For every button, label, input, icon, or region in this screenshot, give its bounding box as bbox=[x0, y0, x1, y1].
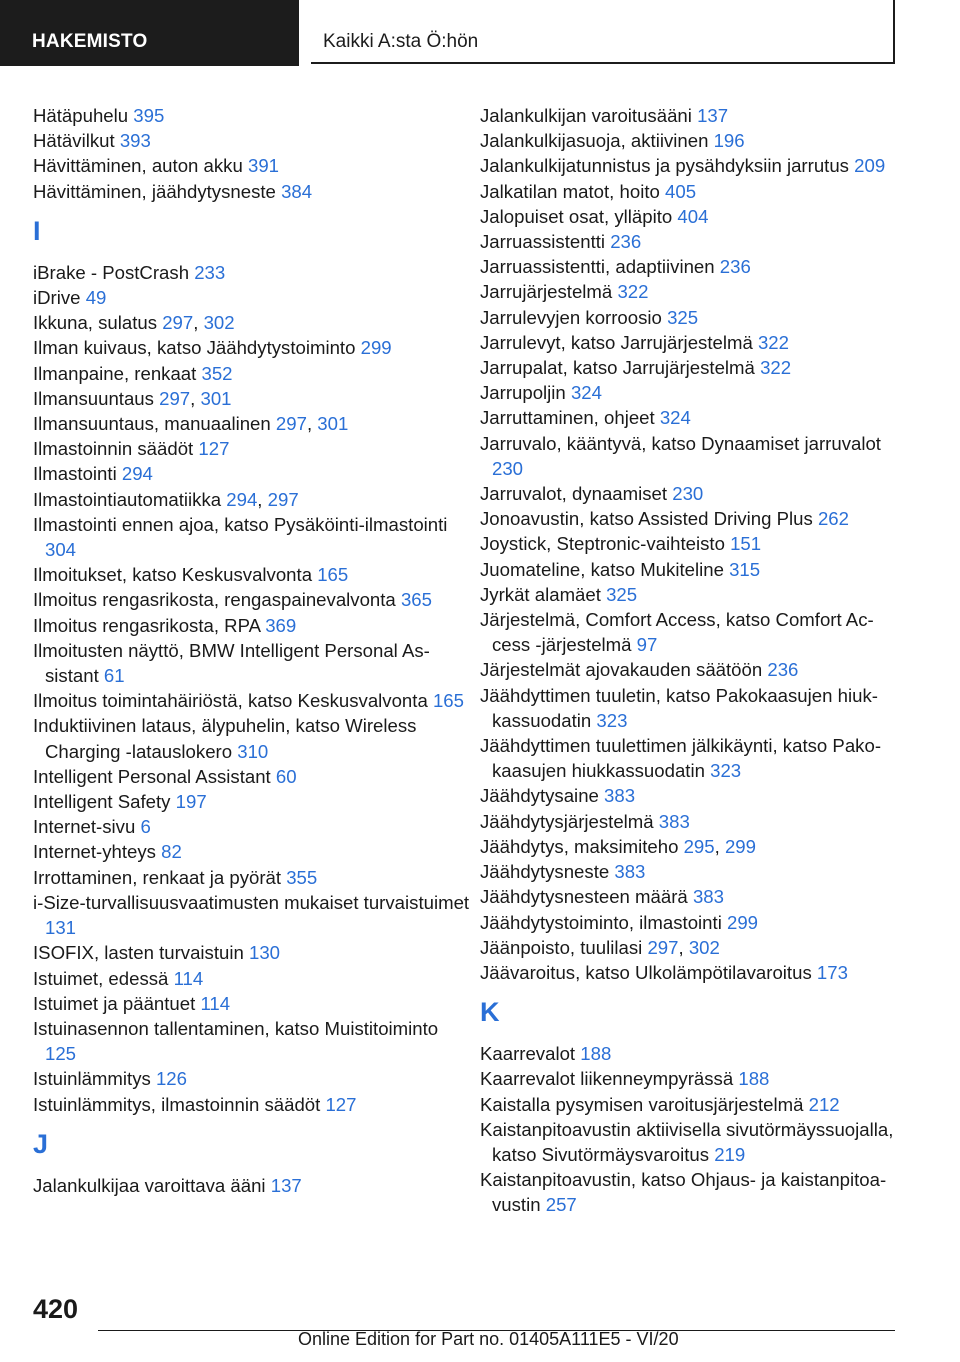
index-entry bbox=[480, 1117, 900, 1167]
index-entry bbox=[480, 1066, 900, 1091]
page-reference-link[interactable]: 302 bbox=[203, 312, 235, 334]
page-header bbox=[0, 0, 960, 66]
page-reference-link[interactable]: 294 bbox=[226, 488, 258, 510]
index-entry bbox=[480, 733, 900, 783]
index-entry-text: Ilmastointi ennen ajoa, katso Pysäköinti-ilmastointi bbox=[33, 513, 448, 535]
page-reference-link[interactable]: 383 bbox=[614, 861, 646, 883]
page-reference-link[interactable]: 188 bbox=[580, 1043, 612, 1065]
index-entry bbox=[480, 229, 900, 254]
page-reference-link[interactable]: 82 bbox=[161, 841, 182, 863]
index-entry-text: Istuinasennon tallentaminen, katso Muistitoiminto bbox=[33, 1017, 439, 1039]
index-entry bbox=[33, 361, 473, 386]
index-entry bbox=[480, 657, 900, 682]
page-reference-link[interactable]: 230 bbox=[492, 457, 524, 479]
page-reference-link[interactable]: 299 bbox=[360, 337, 392, 359]
page-reference-link[interactable]: 173 bbox=[816, 961, 848, 983]
page-reference-link[interactable]: 297 bbox=[267, 488, 299, 510]
page-reference-link[interactable]: 325 bbox=[606, 583, 638, 605]
index-entry: Ilmansuuntaus 297, 301 bbox=[33, 387, 232, 409]
index-entry bbox=[480, 582, 900, 607]
index-entry bbox=[480, 783, 900, 808]
index-entry-text: Ilmansuuntaus, manuaalinen bbox=[33, 413, 271, 435]
index-entry bbox=[33, 839, 473, 864]
index-entry bbox=[33, 865, 473, 890]
index-entry bbox=[480, 607, 900, 657]
index-entry-text: Jarrupoljin bbox=[480, 382, 566, 404]
index-entry bbox=[480, 305, 900, 330]
index-entry-text: Intelligent Personal Assistant bbox=[33, 765, 271, 787]
page-reference-link[interactable]: 384 bbox=[281, 180, 313, 202]
page-reference-link[interactable]: 369 bbox=[265, 614, 297, 636]
index-entry-text: Kaarrevalot liikenneympyrässä bbox=[480, 1068, 734, 1090]
page-reference-link[interactable]: 352 bbox=[201, 362, 233, 384]
page-reference-link[interactable]: 233 bbox=[194, 261, 226, 283]
page-reference-link[interactable]: 262 bbox=[817, 508, 849, 530]
index-entry-text: Jalkatilan matot, hoito bbox=[480, 180, 660, 202]
index-entry bbox=[33, 562, 473, 587]
index-entry-text: Hävittäminen, jäähdytysneste bbox=[33, 180, 276, 202]
index-entry-text: Ilmoitusten näyttö, BMW Intelligent Personal Assistant bbox=[33, 639, 430, 687]
index-entry-text: Hätävilkut bbox=[33, 130, 115, 152]
page-reference-link[interactable]: 322 bbox=[760, 357, 792, 379]
index-entry bbox=[33, 179, 473, 204]
index-entry-text: Ikkuna, sulatus bbox=[33, 312, 158, 334]
index-entry bbox=[33, 461, 473, 486]
page-reference-link[interactable]: 114 bbox=[200, 992, 231, 1014]
page-reference-link[interactable]: 137 bbox=[697, 105, 729, 126]
index-entry bbox=[480, 910, 900, 935]
index-entry bbox=[33, 285, 473, 310]
page-number: 420 bbox=[33, 1294, 79, 1324]
index-entry bbox=[33, 335, 473, 360]
index-entry-text: Jalankulkijasuoja, aktiivinen bbox=[480, 130, 709, 152]
page-reference-link[interactable]: 383 bbox=[604, 785, 636, 807]
index-entry bbox=[33, 613, 473, 638]
page-reference-link[interactable]: 127 bbox=[198, 438, 230, 460]
page-reference-link[interactable]: 212 bbox=[808, 1093, 840, 1115]
section-subtitle: Kaikki A:sta Ö:hön bbox=[311, 0, 895, 64]
index-entry bbox=[480, 254, 900, 279]
index-entry-text: Kaistanpitoavustin aktiivisella sivutörmäyssuojalla, katso Sivutörmäysvaroitus bbox=[480, 1118, 894, 1165]
index-entry bbox=[480, 103, 900, 128]
index-entry-text: Jäähdytysneste bbox=[480, 861, 610, 883]
page-reference-link[interactable]: 165 bbox=[317, 564, 349, 586]
page-reference-link[interactable]: 197 bbox=[175, 791, 207, 813]
index-entry-text: ISOFIX, lasten turvaistuin bbox=[33, 942, 244, 964]
index-entry bbox=[480, 1092, 900, 1117]
page-reference-link[interactable]: 301 bbox=[200, 387, 232, 409]
index-entry-text: Ilmansuuntaus bbox=[33, 387, 154, 409]
page-reference-link[interactable]: 294 bbox=[121, 463, 153, 485]
index-entry-text: Istuimet, edessä bbox=[33, 967, 169, 989]
index-entry bbox=[480, 809, 900, 834]
section-title: HAKEMISTO bbox=[0, 0, 299, 66]
index-entry bbox=[33, 713, 473, 763]
index-column-right bbox=[480, 103, 900, 1218]
index-entry bbox=[480, 531, 900, 556]
page-reference-link[interactable]: 131 bbox=[45, 917, 77, 939]
index-entry bbox=[480, 204, 900, 229]
page-reference-link[interactable]: 297 bbox=[159, 387, 191, 409]
index-entry-text: Kaarrevalot bbox=[480, 1043, 576, 1065]
index-entry-text: Hävittäminen, auton akku bbox=[33, 155, 243, 177]
page-reference-link[interactable]: 405 bbox=[665, 180, 697, 202]
page-reference-link[interactable]: 297 bbox=[275, 413, 307, 435]
index-entry bbox=[33, 966, 473, 991]
page-reference-link[interactable]: 395 bbox=[133, 105, 165, 126]
index-letter-heading: I bbox=[33, 215, 41, 246]
index-entry bbox=[480, 1167, 900, 1217]
page-reference-link[interactable]: 299 bbox=[724, 835, 756, 857]
index-entry bbox=[33, 436, 473, 461]
index-entry bbox=[480, 481, 900, 506]
edition-note: Online Edition for Part no. 01405A111E5 - VI/20 bbox=[298, 1329, 679, 1349]
page-reference-link[interactable]: 325 bbox=[667, 306, 699, 328]
index-entry bbox=[480, 153, 900, 178]
page-reference-link[interactable]: 236 bbox=[719, 256, 751, 278]
index-entry-text: Hätäpuhelu bbox=[33, 105, 129, 126]
index-entry-text: Ilmastoinnin säädöt bbox=[33, 438, 194, 460]
index-entry: Jäänpoisto, tuulilasi 297, 302 bbox=[480, 936, 720, 958]
page-reference-link[interactable]: 295 bbox=[683, 835, 715, 857]
page-reference-link[interactable]: 323 bbox=[596, 709, 628, 731]
page-reference-link[interactable]: 6 bbox=[140, 816, 151, 838]
index-entry-text: Jäähdyttimen tuuletin, katso Pakokaasujen hiukkassuodatin bbox=[480, 684, 878, 731]
index-entry bbox=[33, 103, 473, 128]
index-entry-text: Jäähdytys, maksimiteho bbox=[480, 835, 679, 857]
index-entry-text: Ilmoitus toimintahäiriöstä, katso Keskusvalvonta bbox=[33, 690, 428, 712]
index-entry bbox=[480, 431, 900, 481]
page-reference-link[interactable]: 322 bbox=[617, 281, 649, 303]
index-entry bbox=[33, 764, 473, 789]
page-reference-link[interactable]: 257 bbox=[545, 1194, 577, 1216]
index-entry bbox=[33, 1092, 473, 1117]
index-entry-text: Jalankulkijan varoitusääni bbox=[480, 105, 692, 126]
page-reference-link[interactable]: 315 bbox=[729, 558, 761, 580]
page-reference-link[interactable]: 196 bbox=[713, 130, 745, 152]
page-reference-link[interactable]: 365 bbox=[400, 589, 432, 611]
index-entry bbox=[480, 330, 900, 355]
index-entry-text: Jarrujärjestelmä bbox=[480, 281, 613, 303]
index-entry-text: Jalankulkijaa varoittava ääni bbox=[33, 1174, 266, 1196]
index-entry-text: Jäänpoisto, tuulilasi bbox=[480, 936, 643, 958]
index-entry bbox=[33, 260, 473, 285]
index-entry bbox=[480, 380, 900, 405]
page-reference-link[interactable]: 393 bbox=[119, 130, 151, 152]
index-entry bbox=[480, 506, 900, 531]
index-entry-text: Kaistalla pysymisen varoitusjärjestelmä bbox=[480, 1093, 804, 1115]
index-entry-text: Juomateline, katso Mukiteline bbox=[480, 558, 724, 580]
page-reference-link[interactable]: 355 bbox=[286, 866, 318, 888]
index-entry-text: Ilmastointi bbox=[33, 463, 117, 485]
index-entry bbox=[33, 1066, 473, 1091]
index-entry bbox=[33, 512, 473, 562]
index-entry-text: Jarrulevyjen korroosio bbox=[480, 306, 662, 328]
index-entry-text: Istuinlämmitys, ilmastoinnin säädöt bbox=[33, 1093, 321, 1115]
index-entry-text: Ilmastointiautomatiikka bbox=[33, 488, 222, 510]
index-column-left bbox=[33, 103, 473, 1198]
index-entry-text: Ilmoitus rengasrikosta, rengaspainevalvonta bbox=[33, 589, 396, 611]
index-entry bbox=[33, 890, 473, 940]
index-entry bbox=[480, 128, 900, 153]
page-reference-link[interactable]: 301 bbox=[317, 413, 349, 435]
index-entry-text: Jarruttaminen, ohjeet bbox=[480, 407, 655, 429]
page-reference-link[interactable]: 322 bbox=[757, 331, 789, 353]
page-reference-link[interactable]: 151 bbox=[730, 533, 762, 555]
page-reference-link[interactable]: 304 bbox=[45, 539, 77, 561]
index-entry bbox=[33, 814, 473, 839]
index-entry bbox=[480, 557, 900, 582]
index-entry: Ilmansuuntaus, manuaalinen 297, 301 bbox=[33, 413, 349, 435]
index-entry-text: Jyrkät alamäet bbox=[480, 583, 601, 605]
page-reference-link[interactable]: 125 bbox=[45, 1043, 77, 1065]
page-reference-link[interactable]: 49 bbox=[85, 287, 107, 309]
page-reference-link[interactable]: 137 bbox=[270, 1174, 302, 1196]
index-entry-text: Jäävaroitus, katso Ulkolämpötilavaroitus bbox=[480, 961, 812, 983]
index-entry bbox=[33, 789, 473, 814]
page-reference-link[interactable]: 127 bbox=[325, 1093, 357, 1115]
index-entry: Jäähdytys, maksimiteho 295, 299 bbox=[480, 835, 756, 857]
index-entry-text: Jarruvalot, dynaamiset bbox=[480, 483, 668, 505]
index-entry-text: Joystick, Steptronic-vaihteisto bbox=[480, 533, 725, 555]
index-entry: Ilmastointiautomatiikka 294, 297 bbox=[33, 488, 299, 510]
index-entry-text: Jäähdytysjärjestelmä bbox=[480, 810, 654, 832]
index-entry-text: Jarruvalo, kääntyvä, katso Dynaamiset jarruvalot bbox=[480, 432, 881, 454]
page-reference-link[interactable]: 297 bbox=[162, 312, 194, 334]
page-reference-link[interactable]: 383 bbox=[658, 810, 690, 832]
index-entry-text: Järjestelmä, Comfort Access, katso Comfort Access -järjestelmä bbox=[480, 609, 874, 656]
index-entry bbox=[480, 355, 900, 380]
index-entry bbox=[33, 1016, 473, 1066]
page-reference-link[interactable]: 323 bbox=[710, 760, 742, 782]
index-entry bbox=[33, 940, 473, 965]
index-letter-heading: J bbox=[33, 1128, 49, 1159]
index-entry-text: Jäähdytysaine bbox=[480, 785, 599, 807]
index-entry bbox=[33, 587, 473, 612]
index-entry-text: Internet-sivu bbox=[33, 816, 136, 838]
index-entry-text: Jäähdytysnesteen määrä bbox=[480, 886, 688, 908]
index-entry-text: Järjestelmät ajovakauden säätöön bbox=[480, 659, 763, 681]
index-entry-text: Istuimet ja pääntuet bbox=[33, 992, 196, 1014]
page-reference-link[interactable]: 60 bbox=[275, 765, 297, 787]
page-reference-link[interactable]: 383 bbox=[692, 886, 724, 908]
index-entry bbox=[480, 279, 900, 304]
page-reference-link[interactable]: 324 bbox=[570, 382, 602, 404]
index-entry bbox=[480, 884, 900, 909]
page-reference-link[interactable]: 302 bbox=[688, 936, 720, 958]
index-entry-text: Istuinlämmitys bbox=[33, 1068, 151, 1090]
page-reference-link[interactable]: 236 bbox=[767, 659, 799, 681]
page-reference-link[interactable]: 219 bbox=[714, 1143, 746, 1165]
page-reference-link[interactable]: 126 bbox=[155, 1068, 187, 1090]
index-entry-text: Jarrulevyt, katso Jarrujärjestelmä bbox=[480, 331, 753, 353]
index-entry bbox=[33, 128, 473, 153]
index-entry-text: Internet-yhteys bbox=[33, 841, 156, 863]
index-entry-text: Jarruassistentti bbox=[480, 231, 606, 253]
page-reference-link[interactable]: 61 bbox=[103, 665, 125, 687]
index-entry bbox=[480, 683, 900, 733]
index-entry-text: i-Size-turvallisuusvaatimusten mukaiset turvaistuimet bbox=[33, 891, 470, 913]
page-reference-link[interactable]: 324 bbox=[659, 407, 691, 429]
index-entry bbox=[33, 1173, 473, 1198]
index-entry-text: Induktiivinen lataus, älypuhelin, katso Wireless Charging -latauslokero bbox=[33, 715, 417, 762]
index-entry-text: Intelligent Safety bbox=[33, 791, 171, 813]
index-entry bbox=[480, 1041, 900, 1066]
index-entry bbox=[480, 405, 900, 430]
index-entry-text: Ilmoitus rengasrikosta, RPA bbox=[33, 614, 261, 636]
index-entry: Ikkuna, sulatus 297, 302 bbox=[33, 312, 235, 334]
index-entry bbox=[480, 960, 900, 985]
index-entry-text: Ilmoitukset, katso Keskusvalvonta bbox=[33, 564, 313, 586]
page-reference-link[interactable]: 209 bbox=[854, 155, 886, 177]
index-entry bbox=[480, 179, 900, 204]
index-entry bbox=[33, 688, 473, 713]
index-entry-text: Jarruassistentti, adaptiivinen bbox=[480, 256, 715, 278]
page-reference-link[interactable]: 230 bbox=[672, 483, 704, 505]
index-entry-text: Jarrupalat, katso Jarrujärjestelmä bbox=[480, 357, 755, 379]
page-reference-link[interactable]: 188 bbox=[738, 1068, 770, 1090]
page-reference-link[interactable]: 404 bbox=[677, 205, 709, 227]
index-letter-heading: K bbox=[480, 997, 500, 1028]
index-entry bbox=[33, 638, 473, 688]
index-entry bbox=[480, 859, 900, 884]
page-reference-link[interactable]: 310 bbox=[237, 740, 269, 762]
index-entry-text: Jonoavustin, katso Assisted Driving Plus bbox=[480, 508, 813, 530]
index-entry-text: Ilman kuivaus, katso Jäähdytystoiminto bbox=[33, 337, 356, 359]
index-entry-text: Kaistanpitoavustin, katso Ohjaus- ja kaistanpitoavustin bbox=[480, 1169, 887, 1216]
page-reference-link[interactable]: 130 bbox=[249, 942, 281, 964]
page-reference-link[interactable]: 299 bbox=[727, 911, 759, 933]
page-reference-link[interactable]: 236 bbox=[610, 231, 642, 253]
index-entry-text: Jalopuiset osat, ylläpito bbox=[480, 205, 673, 227]
index-entry bbox=[33, 153, 473, 178]
page-reference-link[interactable]: 114 bbox=[173, 967, 204, 989]
index-entry-text: Jäähdyttimen tuulettimen jälkikäynti, katso Pakokaasujen hiukkassuodatin bbox=[480, 735, 882, 782]
page-reference-link[interactable]: 297 bbox=[647, 936, 679, 958]
index-entry-text: Jäähdytystoiminto, ilmastointi bbox=[480, 911, 722, 933]
index-entry bbox=[33, 991, 473, 1016]
index-entry-text: Ilmanpaine, renkaat bbox=[33, 362, 197, 384]
page-reference-link[interactable]: 391 bbox=[248, 155, 280, 177]
index-entry-text: iDrive bbox=[33, 287, 81, 309]
index-entry-text: Jalankulkijatunnistus ja pysähdyksiin jarrutus bbox=[480, 155, 849, 177]
page-reference-link[interactable]: 97 bbox=[636, 634, 658, 656]
index-entry-text: iBrake - PostCrash bbox=[33, 261, 190, 283]
index-entry-text: Irrottaminen, renkaat ja pyörät bbox=[33, 866, 282, 888]
page-reference-link[interactable]: 165 bbox=[432, 690, 464, 712]
